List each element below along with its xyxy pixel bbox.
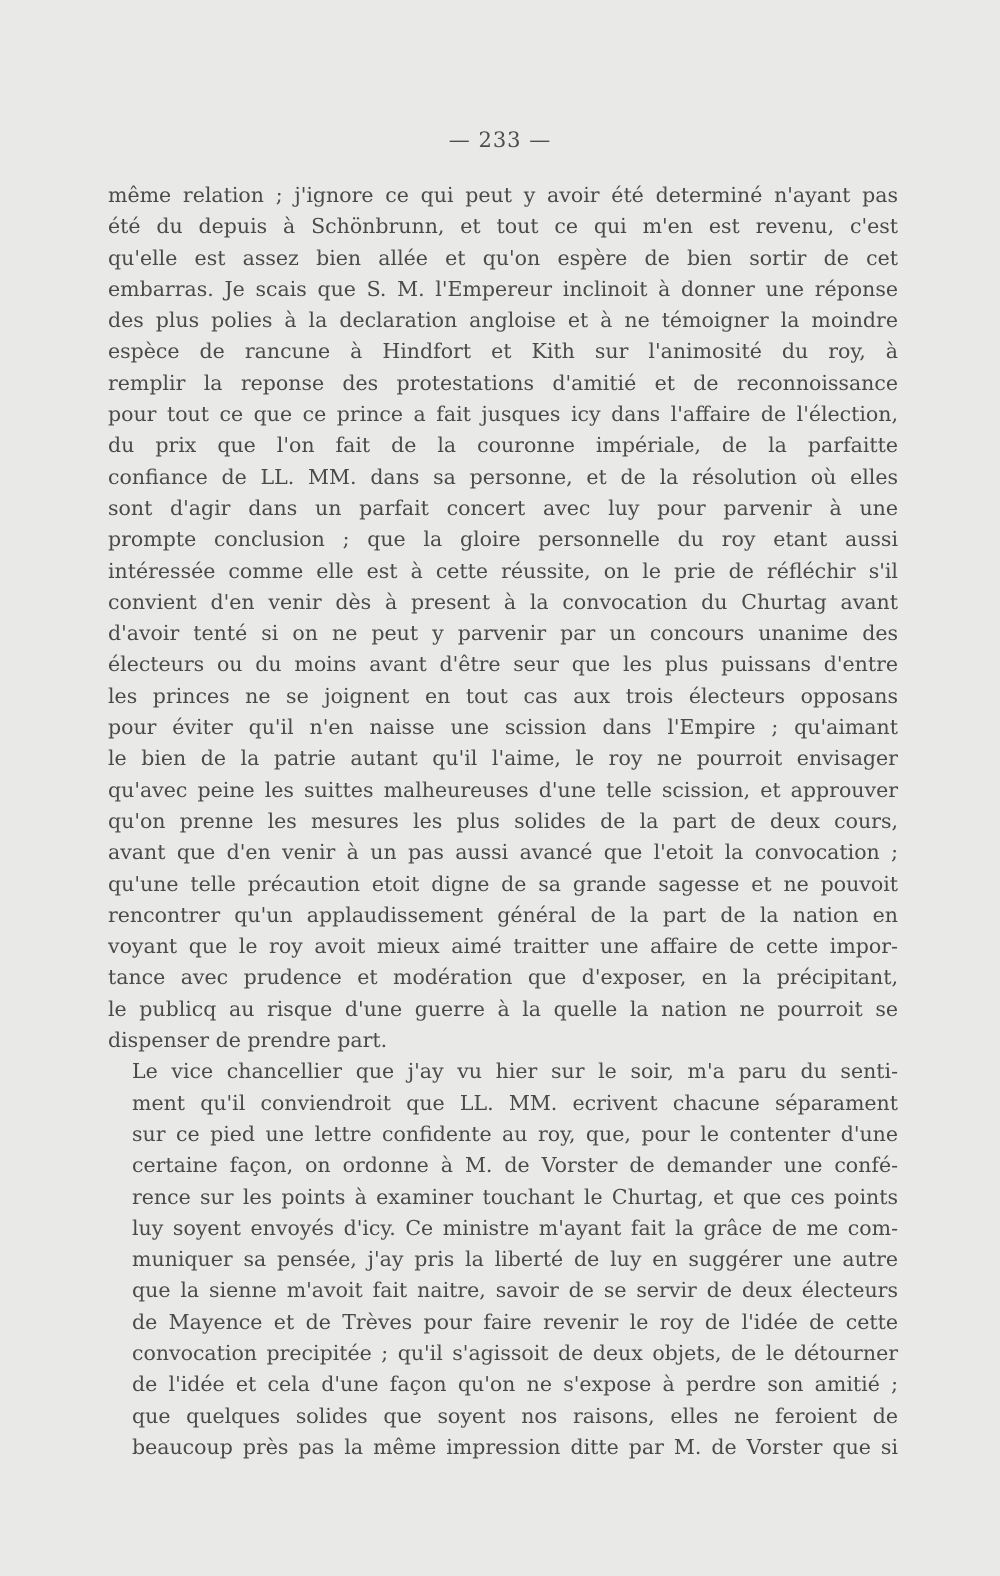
text-line: même relation ; j'ignore ce qui peut y avoir été determiné n'ayant pas xyxy=(108,183,898,207)
paragraph-2 xyxy=(108,1056,898,1463)
text-line: du prix que l'on fait de la couronne impériale, de la parfaitte xyxy=(108,433,898,458)
text-line: ment qu'il conviendroit que LL. MM. ecrivent chacune séparament xyxy=(132,1090,898,1115)
text-line: intéressée comme elle est à cette réussite, on le prie de réfléchir s'il xyxy=(108,558,898,583)
text-line: de Mayence et de Trèves pour faire revenir le roy de l'idée de cette xyxy=(132,1309,898,1334)
text-line: convient d'en venir dès à present à la convocation du Churtag avant xyxy=(108,589,898,614)
text-line: beaucoup près pas la même impression ditte par M. de Vorster que si xyxy=(132,1434,898,1459)
text-line: confiance de LL. MM. dans sa personne, et de la résolution où elles xyxy=(108,464,898,489)
text-line: prompte conclusion ; que la gloire personnelle du roy etant aussi xyxy=(108,527,898,552)
text-line: espèce de rancune à Hindfort et Kith sur l'animosité du roy, à xyxy=(108,339,898,364)
text-line: muniquer sa pensée, j'ay pris la liberté de luy en suggérer une autre xyxy=(132,1247,898,1272)
text-line: dispenser de prendre part. xyxy=(108,1028,388,1053)
text-line: Le vice chancellier que j'ay vu hier sur le soir, m'a paru du senti- xyxy=(132,1059,898,1084)
text-line: qu'elle est assez bien allée et qu'on espère de bien sortir de cet xyxy=(108,245,898,270)
text-line: les princes ne se joignent en tout cas aux trois électeurs opposans xyxy=(108,683,898,708)
text-line: qu'une telle précaution etoit digne de sa grande sagesse et ne pouvoit xyxy=(108,871,898,896)
text-line: pour éviter qu'il n'en naisse une scission dans l'Empire ; qu'aimant xyxy=(108,715,898,740)
text-line: rence sur les points à examiner touchant le Churtag, et que ces points xyxy=(132,1184,898,1209)
text-line: remplir la reponse des protestations d'amitié et de reconnoissance xyxy=(108,370,898,395)
text-line: que quelques solides que soyent nos raisons, elles ne feroient de xyxy=(132,1403,898,1428)
body-text xyxy=(108,180,898,1463)
text-line: tance avec prudence et modération que d'exposer, en la précipitant, xyxy=(108,965,898,990)
text-line: des plus polies à la declaration angloise et à ne témoigner la moindre xyxy=(108,308,898,333)
page-number: — 233 — xyxy=(448,128,552,152)
text-line: électeurs ou du moins avant d'être seur que les plus puissans d'entre xyxy=(108,652,898,677)
text-line: pour tout ce que ce prince a fait jusques icy dans l'affaire de l'élection, xyxy=(108,402,898,427)
text-line: convocation precipitée ; qu'il s'agissoit de deux objets, de le détourner xyxy=(132,1340,898,1365)
text-line: voyant que le roy avoit mieux aimé traitter une affaire de cette impor- xyxy=(108,934,898,959)
text-line: le bien de la patrie autant qu'il l'aime, le roy ne pourroit envisager xyxy=(108,746,898,771)
text-line: qu'on prenne les mesures les plus solides de la part de deux cours, xyxy=(108,808,898,833)
paragraph-1 xyxy=(108,180,898,1056)
text-line: avant que d'en venir à un pas aussi avancé que l'etoit la convocation ; xyxy=(108,840,898,865)
text-line: sur ce pied une lettre confidente au roy, que, pour le contenter d'une xyxy=(132,1121,898,1146)
text-line: le publicq au risque d'une guerre à la quelle la nation ne pourroit se xyxy=(108,996,898,1021)
text-line: que la sienne m'avoit fait naitre, savoir de se servir de deux électeurs xyxy=(132,1278,898,1303)
text-line: certaine façon, on ordonne à M. de Vorster de demander une confé- xyxy=(132,1153,898,1178)
text-line: d'avoir tenté si on ne peut y parvenir par un concours unanime des xyxy=(108,621,898,646)
text-line: été du depuis à Schönbrunn, et tout ce qui m'en est revenu, c'est xyxy=(108,214,898,239)
text-line: luy soyent envoyés d'icy. Ce ministre m'ayant fait la grâce de me com- xyxy=(132,1215,898,1240)
text-line: sont d'agir dans un parfait concert avec luy pour parvenir à une xyxy=(108,495,898,520)
text-line: de l'idée et cela d'une façon qu'on ne s'expose à perdre son amitié ; xyxy=(132,1372,898,1397)
text-line: embarras. Je scais que S. M. l'Empereur inclinoit à donner une réponse xyxy=(108,276,898,301)
text-line: qu'avec peine les suittes malheureuses d'une telle scission, et approuver xyxy=(108,777,898,802)
text-line: rencontrer qu'un applaudissement général de la part de la nation en xyxy=(108,902,898,927)
